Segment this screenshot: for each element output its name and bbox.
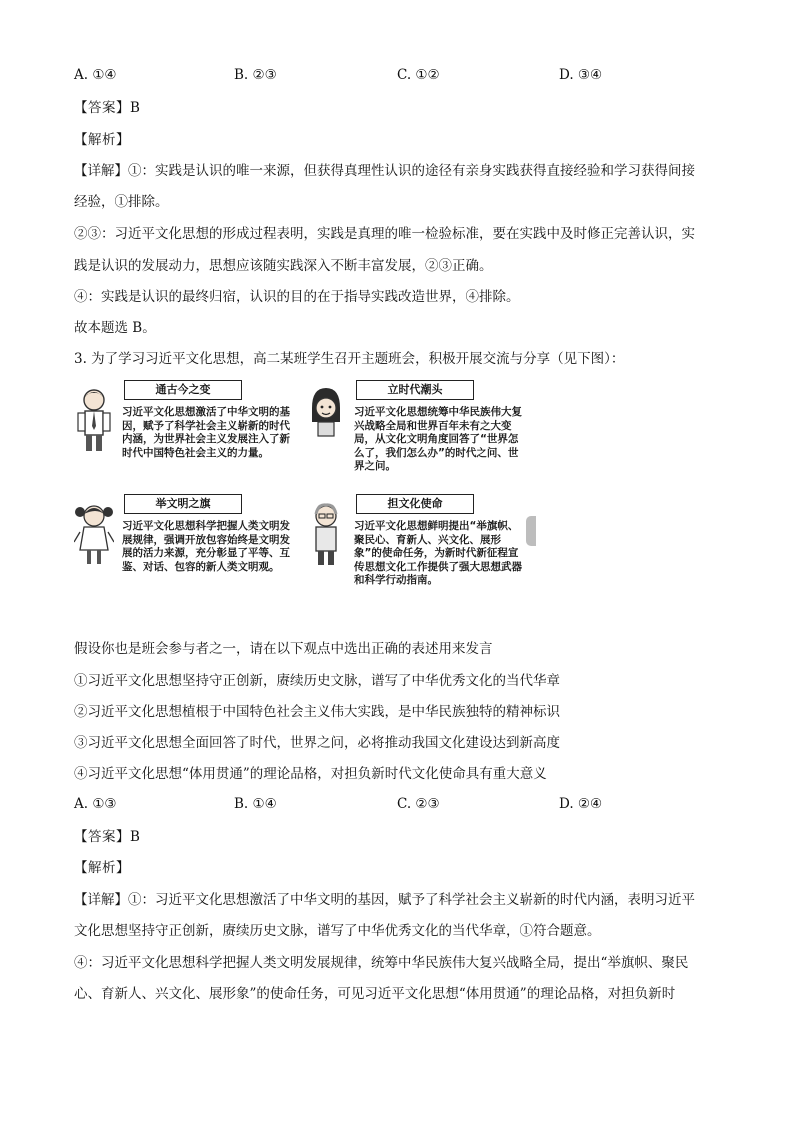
figure-panel — [74, 494, 300, 604]
q3-option-d: D. ②④ — [559, 796, 603, 812]
figure-panel — [306, 380, 532, 490]
boy-student-icon — [74, 386, 114, 456]
q3-detail-line: ④：习近平文化思想科学把握人类文明发展规律，统筹中华民族伟大复兴战略全局，提出“举旗帜、聚民 — [74, 955, 689, 971]
prev-analysis-label: 【解析】 — [74, 132, 130, 148]
prev-detail-line: ②③：习近平文化思想的形成过程表明，实践是真理的唯一检验标准，要在实践中及时修正完善认识，实 — [74, 226, 695, 242]
prev-detail-line: 经验，①排除。 — [74, 194, 169, 210]
panel-text: 习近平文化思想科学把握人类文明发展规律，强调开放包容始终是文明发展的活力来源，充分彰显了平等、互鉴、对话、包容的新人类文明观。 — [122, 520, 290, 573]
figure-edge-mark — [526, 516, 536, 546]
pigtail-girl-icon — [74, 500, 114, 570]
q3-statement: ①习近平文化思想坚持守正创新，赓续历史文脉，谱写了中华优秀文化的当代华章 — [74, 673, 560, 689]
panel-text: 习近平文化思想鲜明提出“举旗帜、聚民心、育新人、兴文化、展形象”的使命任务，为新时代新征程宣传思想文化工作提供了强大思想武器和科学行动指南。 — [354, 520, 522, 587]
panel-text: 习近平文化思想统筹中华民族伟大复兴战略全局和世界百年未有之大变局，从文化文明角度回答了“世界怎么了，我们怎么办”的时代之问、世界之问。 — [354, 406, 522, 473]
prev-option-a: A. ①④ — [74, 67, 117, 83]
q3-option-a: A. ①③ — [74, 796, 117, 812]
q3-stem: 3. 为了学习习近平文化思想，高二某班学生召开主题班会，积极开展交流与分享（见下图）： — [74, 351, 625, 367]
class-meeting-figure — [74, 380, 534, 606]
panel-title: 举文明之旗 — [124, 494, 242, 514]
panel-text: 习近平文化思想激活了中华文明的基因，赋予了科学社会主义崭新的时代内涵，为世界社会主义发展注入了新时代中国特色社会主义的力量。 — [122, 406, 290, 459]
prev-answer: 【答案】B — [74, 100, 141, 116]
q3-prompt: 假设你也是班会参与者之一，请在以下观点中选出正确的表述用来发言 — [74, 641, 493, 657]
q3-statement: ④习近平文化思想“体用贯通”的理论品格，对担负新时代文化使命具有重大意义 — [74, 766, 547, 782]
panel-title: 立时代潮头 — [356, 380, 474, 400]
prev-detail-line: ④：实践是认识的最终归宿，认识的目的在于指导实践改造世界，④排除。 — [74, 289, 520, 305]
prev-conclusion: 故本题选 B。 — [74, 320, 156, 336]
q3-answer: 【答案】B — [74, 829, 141, 845]
prev-option-b: B. ②③ — [234, 67, 277, 83]
panel-title: 担文化使命 — [356, 494, 474, 514]
prev-detail-line: 践是认识的发展动力，思想应该随实践深入不断丰富发展，②③正确。 — [74, 258, 493, 274]
q3-option-b: B. ①④ — [234, 796, 277, 812]
q3-detail-line: 文化思想坚持守正创新，赓续历史文脉，谱写了中华优秀文化的当代华章，①符合题意。 — [74, 923, 601, 939]
elder-icon — [306, 500, 346, 570]
q3-detail-line: 【详解】①：习近平文化思想激活了中华文明的基因，赋予了科学社会主义崭新的时代内涵，表明习近平 — [74, 892, 695, 908]
q3-statement: ②习近平文化思想植根于中国特色社会主义伟大实践，是中华民族独特的精神标识 — [74, 704, 560, 720]
figure-panel — [74, 380, 300, 490]
panel-title: 通古今之变 — [124, 380, 242, 400]
prev-detail-line: 【详解】①：实践是认识的唯一来源，但获得真理性认识的途径有亲身实践获得直接经验和学习获得间接 — [74, 163, 695, 179]
figure-panel — [306, 494, 532, 604]
q3-detail-line: 心、育新人、兴文化、展形象”的使命任务，可见习近平文化思想“体用贯通”的理论品格，对担负新时 — [74, 986, 676, 1002]
q3-option-c: C. ②③ — [397, 796, 440, 812]
prev-option-d: D. ③④ — [559, 67, 603, 83]
q3-statement: ③习近平文化思想全面回答了时代，世界之问，必将推动我国文化建设达到新高度 — [74, 735, 560, 751]
q3-analysis-label: 【解析】 — [74, 860, 130, 876]
prev-option-c: C. ①② — [397, 67, 440, 83]
girl-student-icon — [306, 386, 346, 456]
